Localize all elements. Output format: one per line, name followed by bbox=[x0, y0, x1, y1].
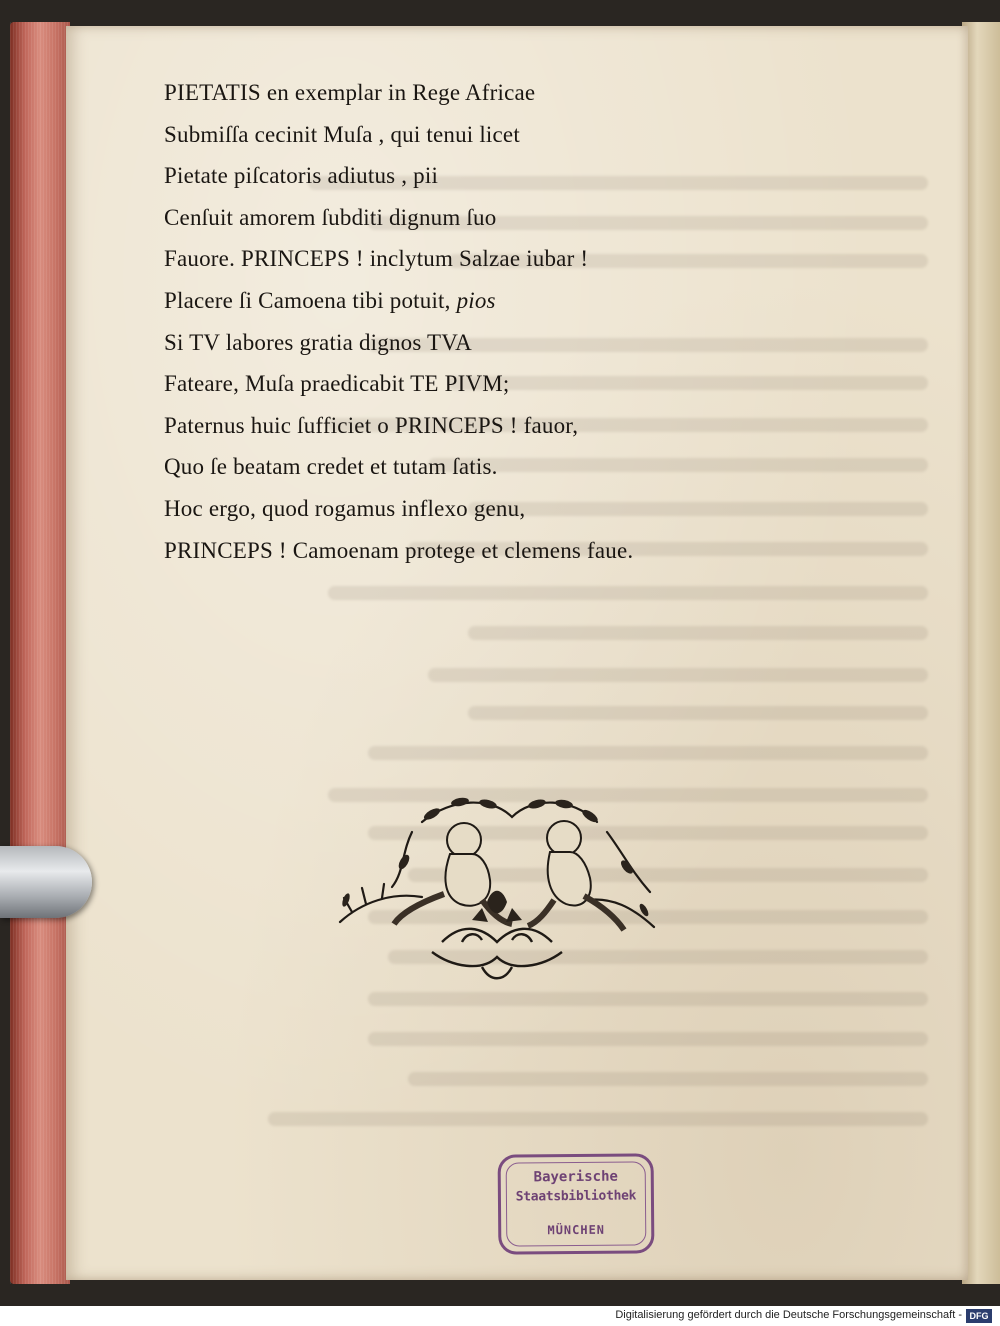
poem-line: Hoc ergo, quod rogamus inflexo genu, bbox=[164, 495, 526, 521]
poem-line: Cenſuit amorem ſubditi dignum ſuo bbox=[164, 204, 497, 230]
poem-line: Paternus huic ſufficiet o PRINCEPS ! fauor, bbox=[164, 412, 579, 438]
poem-line: Fateare, Muſa praedicabit TE PIVM; bbox=[164, 371, 510, 397]
stamp-line-1: Bayerische bbox=[533, 1168, 618, 1186]
library-stamp bbox=[498, 1153, 655, 1254]
poem-line: PRINCEPS ! Camoenam protege et clemens faue. bbox=[164, 537, 634, 563]
stamp-line-2: Staatsbibliothek bbox=[515, 1188, 637, 1205]
poem-line-text: Placere ſi Camoena tibi potuit, bbox=[164, 287, 451, 313]
poem-line bbox=[164, 280, 784, 322]
cherubs-vignette-icon bbox=[332, 792, 662, 992]
footer-credit: Digitalisierung gefördert durch die Deutsche Forschungsgemeinschaft - bbox=[615, 1309, 962, 1321]
scanner-clip bbox=[0, 846, 92, 918]
poem-line: Quo ſe beatam credet et tutam ſatis. bbox=[164, 454, 498, 480]
poem-italic-word: pios bbox=[456, 287, 496, 313]
footer-bar bbox=[0, 1306, 1000, 1326]
book-fore-edge bbox=[10, 22, 70, 1284]
poem-line: Si TV labores gratia dignos TVA bbox=[164, 329, 472, 355]
poem-line: PIETATIS en exemplar in Rege Africae bbox=[164, 80, 536, 105]
poem-text bbox=[164, 72, 784, 571]
poem-line: Submiſſa cecinit Muſa , qui tenui licet bbox=[164, 121, 520, 147]
poem-line: Fauore. PRINCEPS ! inclytum Salzae iubar ! bbox=[164, 246, 589, 272]
stamp-line-3: MÜNCHEN bbox=[547, 1222, 606, 1238]
poem-line: Pietate piſcatoris adiutus , pii bbox=[164, 163, 439, 189]
dfg-logo: DFG bbox=[966, 1309, 992, 1323]
